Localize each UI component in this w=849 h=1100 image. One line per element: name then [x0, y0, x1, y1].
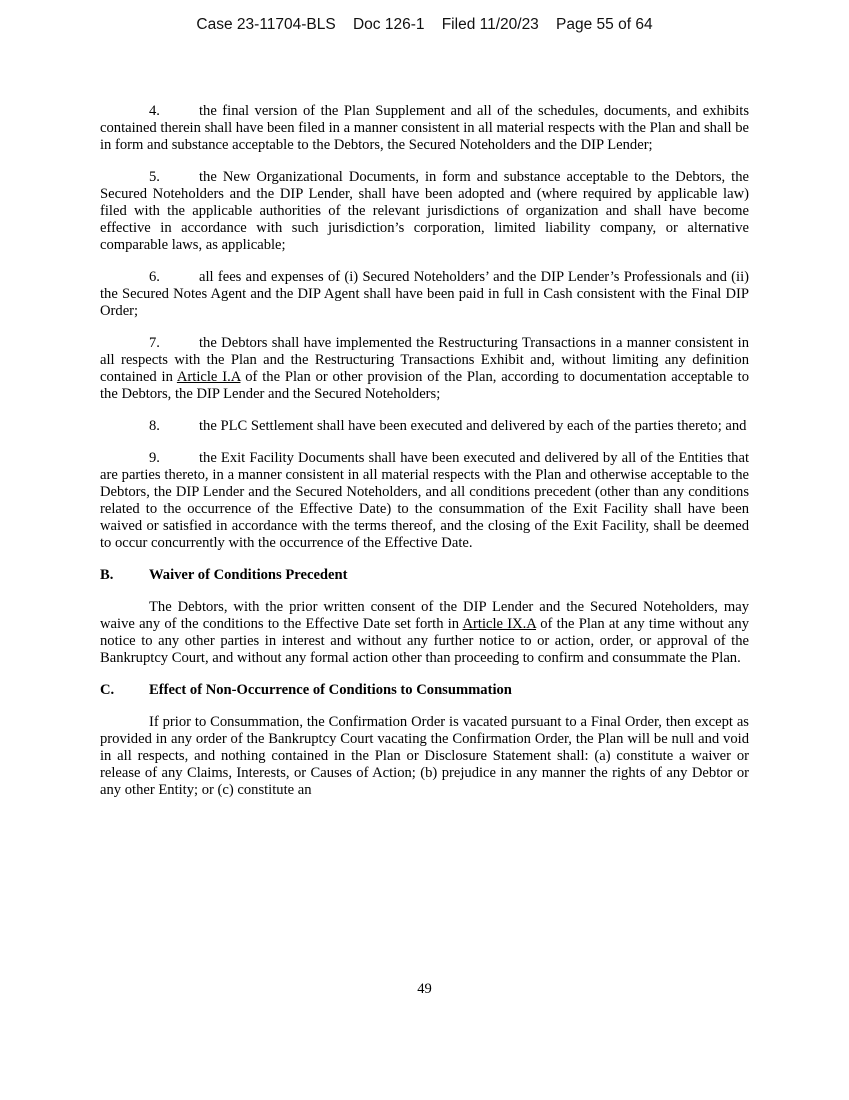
item-text: the PLC Settlement shall have been executed and delivered by each of the parties thereto; and [199, 418, 747, 434]
condition-item-7 [100, 335, 749, 403]
item-number: 6. [149, 269, 160, 285]
section-heading-c [100, 682, 749, 699]
case-number: Case 23-11704-BLS [196, 16, 336, 33]
item-text: all fees and expenses of (i) Secured Noteholders’ and the DIP Lender’s Professionals and (ii) the Secured Notes Agent and the DIP Agent shall have been paid in full in Cash consistent with the Final DIP Order; [100, 269, 749, 319]
item-number: 5. [149, 169, 160, 185]
item-number: 4. [149, 103, 160, 119]
item-text: the final version of the Plan Supplement and all of the schedules, documents, and exhibits contained therein shall have been filed in a manner consistent in all material respects with the Plan and shall be in form and substance acceptable to the Debtors, the Secured Noteholders and the DIP Lender; [100, 103, 749, 153]
item-text: the Exit Facility Documents shall have been executed and delivered by all of the Entities that are parties thereto, in a manner consistent in all material respects with the Plan and otherwise acceptable to the Debtors, the DIP Lender and the Secured Noteholders, and all conditions precedent (other than any conditions related to the occurrence of the Effective Date) to the consummation of the Exit Facility shall have been waived or satisfied in accordance with the terms thereof, and the closing of the Exit Facility, shall be deemed to occur concurrently with the occurrence of the Effective Date. [100, 450, 749, 551]
article-reference-link[interactable]: Article I.A [176, 369, 241, 385]
condition-item-8 [100, 418, 749, 435]
condition-item-4 [100, 103, 749, 154]
section-heading-b [100, 567, 749, 584]
item-text-continued: of the Plan or other provision of the Plan, according to documentation acceptable to the Debtors, the DIP Lender and the Secured Noteholders; [100, 369, 749, 402]
item-text: the Debtors shall have implemented the Restructuring Transactions in a manner consistent in all respects with the Plan and the Restructuring Transactions Exhibit and, without limiting any definition contained in [100, 335, 749, 385]
page-number: 49 [417, 981, 432, 997]
page-of-total: Page 55 of 64 [556, 16, 653, 33]
paragraph-text: The Debtors, with the prior written consent of the DIP Lender and the Secured Noteholders, may waive any of the conditions to the Effective Date set forth in [100, 599, 749, 632]
section-c-paragraph [100, 714, 749, 799]
doc-number: Doc 126-1 [352, 16, 425, 33]
court-filing-header [0, 16, 849, 34]
paragraph-text-continued: of the Plan at any time without any notice to any other parties in interest and without any further notice to or action, order, or approval of the Bankruptcy Court, and without any formal action other than proceeding to confirm and consummate the Plan. [100, 616, 749, 666]
item-number: 8. [149, 418, 160, 434]
condition-item-5 [100, 169, 749, 254]
section-title: Effect of Non-Occurrence of Conditions to Consummation [149, 682, 512, 698]
section-letter: B. [100, 567, 114, 583]
paragraph-text: If prior to Consummation, the Confirmation Order is vacated pursuant to a Final Order, then except as provided in any order of the Bankruptcy Court vacating the Confirmation Order, the Plan will be null and void in all respects, and nothing contained in the Plan or Disclosure Statement shall: (a) constitute a waiver or release of any Claims, Interests, or Causes of Action; (b) prejudice in any manner the rights of any Debtor or any other Entity; or (c) constitute an [100, 714, 749, 798]
article-reference-link[interactable]: Article IX.A [462, 616, 537, 632]
condition-item-6 [100, 269, 749, 320]
item-number: 9. [149, 450, 160, 466]
document-body [100, 103, 749, 799]
item-text: the New Organizational Documents, in form and substance acceptable to the Debtors, the Secured Noteholders and the DIP Lender, shall have been adopted and (where required by applicable law) filed with the applicable authorities of the relevant jurisdictions of organization and shall have become effective in accordance with such jurisdiction’s corporation, limited liability company, or alternative comparable laws, as applicable; [100, 169, 749, 253]
section-title: Waiver of Conditions Precedent [149, 567, 348, 583]
section-b-paragraph [100, 599, 749, 667]
section-letter: C. [100, 682, 115, 698]
item-number: 7. [149, 335, 160, 351]
filed-date: Filed 11/20/23 [441, 16, 539, 33]
condition-item-9 [100, 450, 749, 552]
